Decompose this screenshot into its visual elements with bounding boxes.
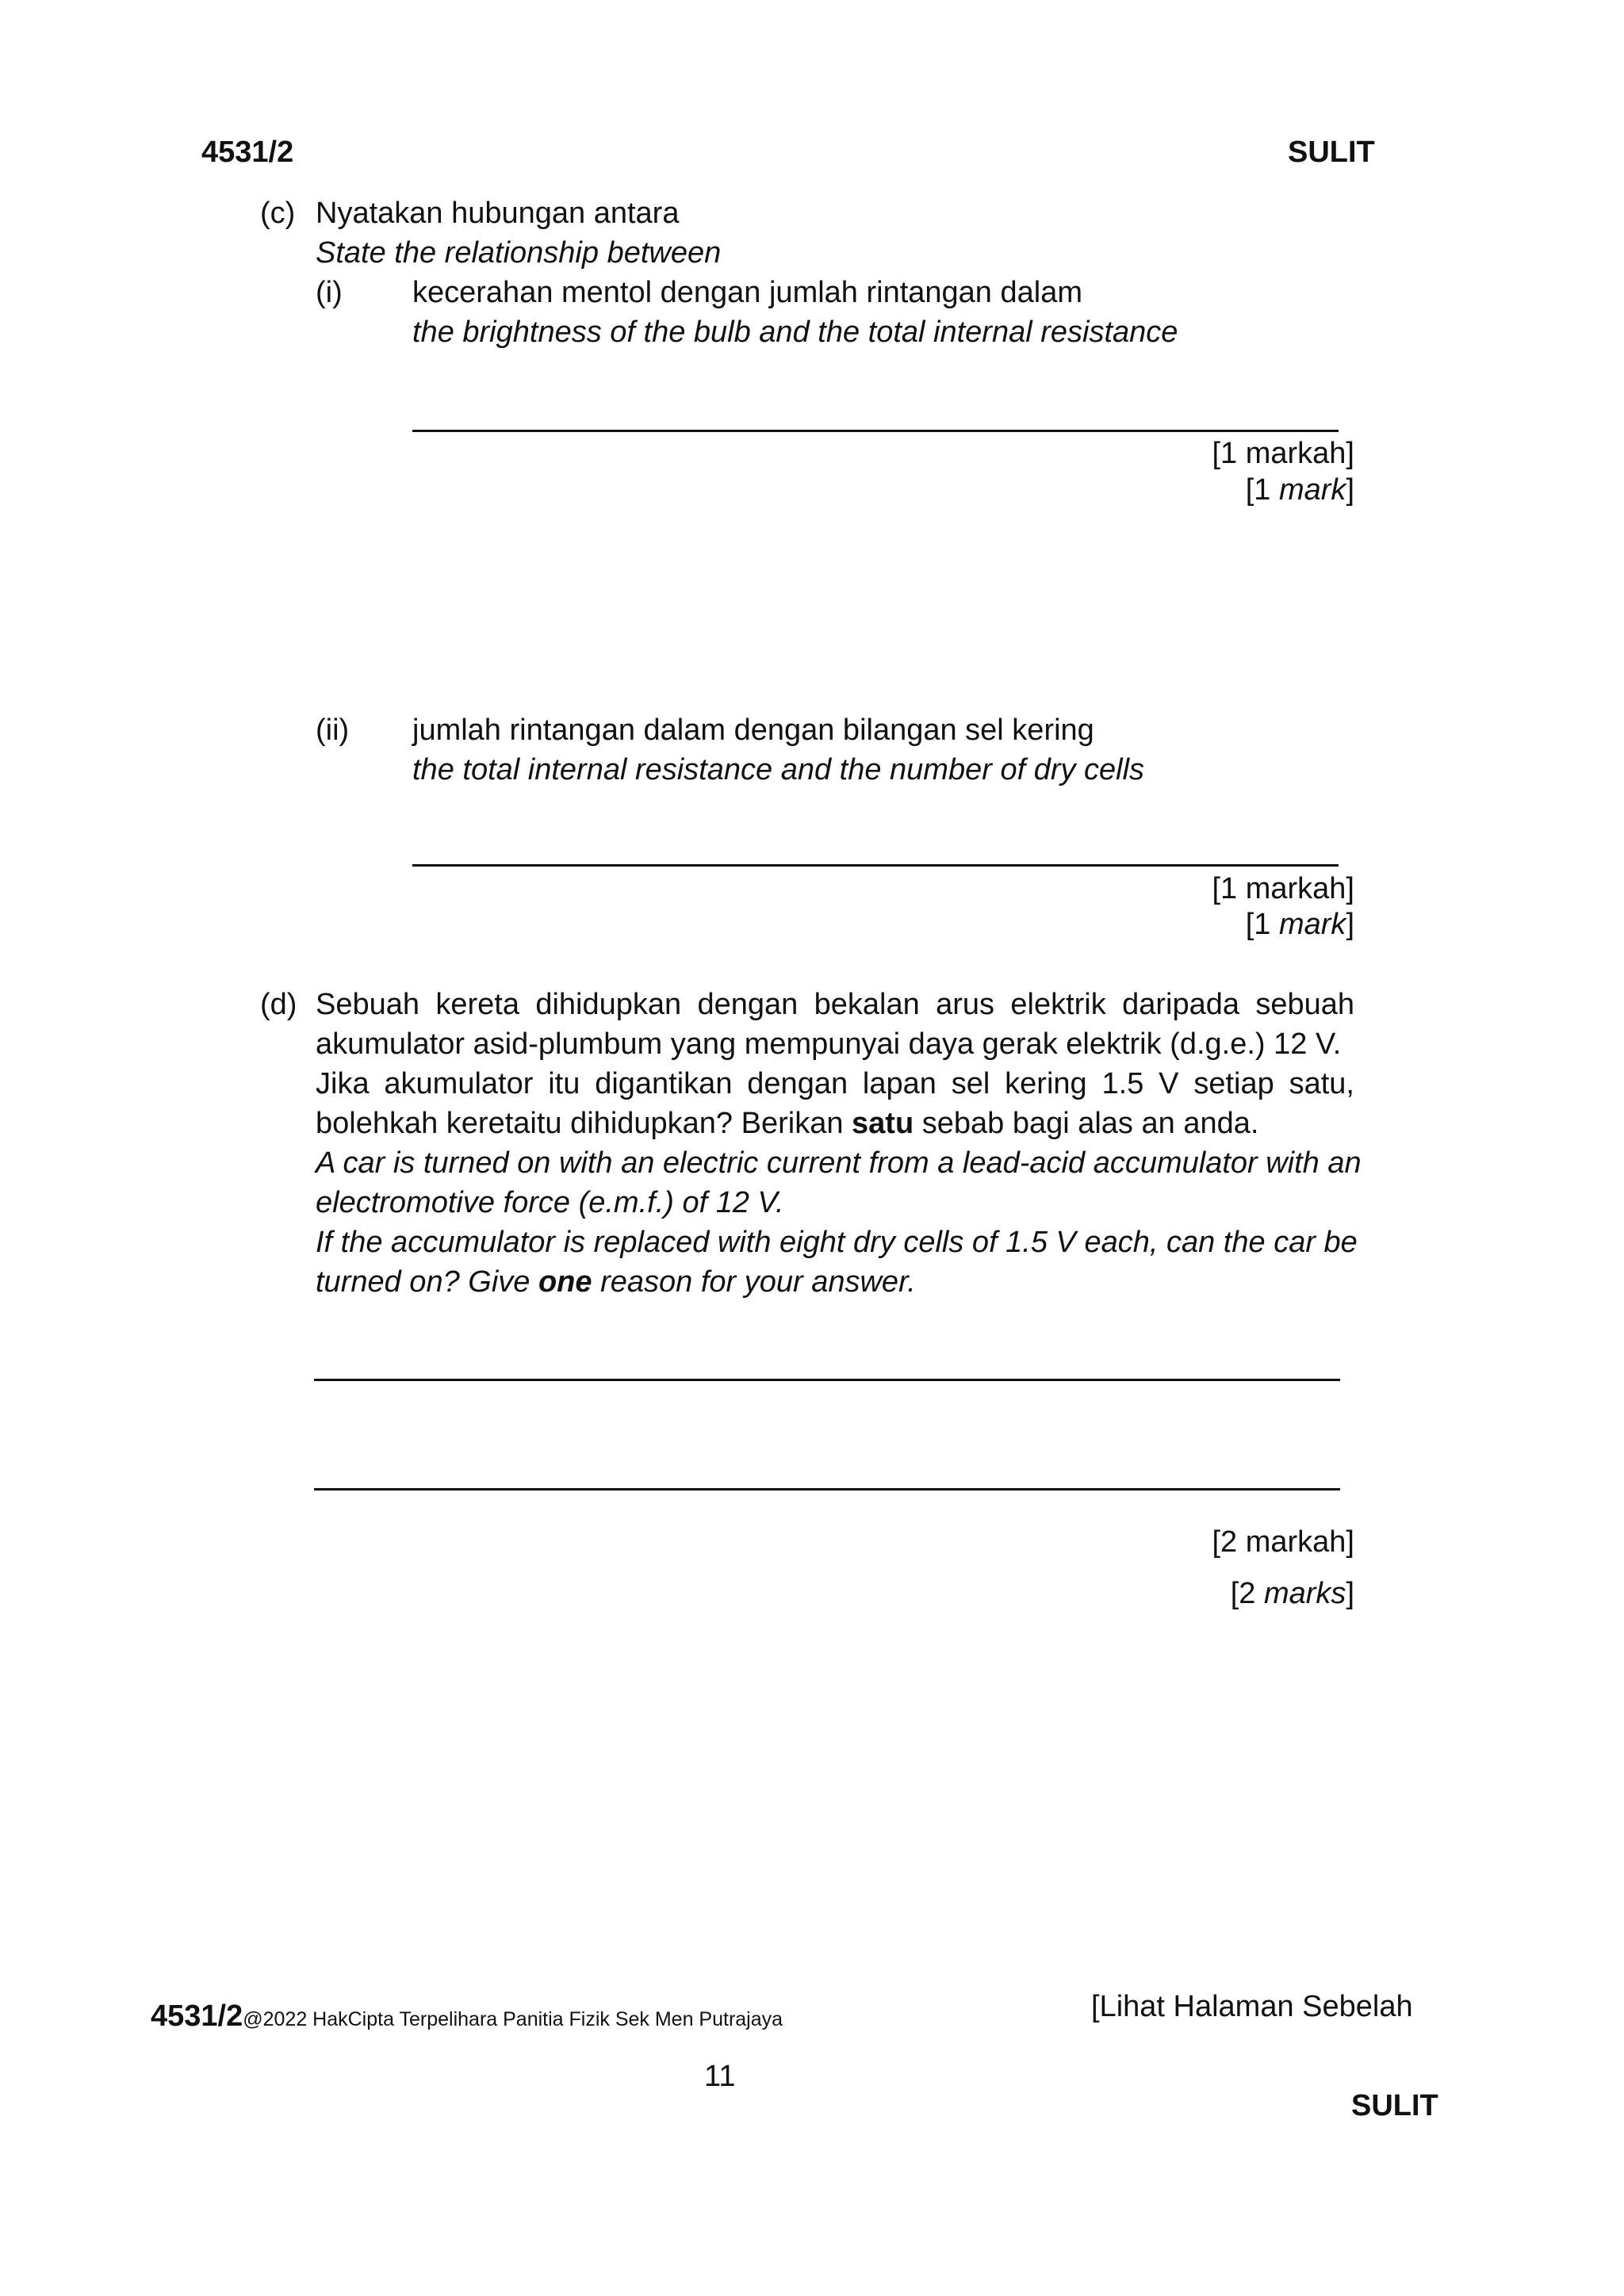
part-d-en-line-1: A car is turned on with an electric current from a lead-acid accumulator with an bbox=[316, 1146, 1362, 1180]
footer-paper-code: 4531/2 bbox=[151, 1999, 243, 2033]
part-d-en-line-2: electromotive force (e.m.f.) of 12 V. bbox=[316, 1186, 784, 1219]
part-c-ii-text-en: the total internal resistance and the number of dry cells bbox=[412, 753, 1145, 786]
answer-line-d-1[interactable] bbox=[314, 1379, 1340, 1381]
footer-classification: SULIT bbox=[1351, 2089, 1438, 2122]
part-d-marks-ms: [2 markah] bbox=[1212, 1525, 1354, 1559]
part-d-ms-line-1: Sebuah kereta dihidupkan dengan bekalan arus elektrik daripada sebuah bbox=[316, 988, 1354, 1021]
header-paper-code: 4531/2 bbox=[201, 136, 294, 169]
header-classification: SULIT bbox=[1288, 136, 1375, 169]
part-c-ii-label: (ii) bbox=[316, 714, 350, 747]
part-c-i-text-en: the brightness of the bulb and the total internal resistance bbox=[412, 316, 1178, 349]
part-c-stem-ms: Nyatakan hubungan antara bbox=[316, 197, 680, 230]
footer-copyright: @2022 HakCipta Terpelihara Panitia Fizik Sek Men Putrajaya bbox=[243, 2008, 783, 2030]
part-c-ii-marks-ms: [1 markah] bbox=[1212, 872, 1354, 905]
answer-line-d-2[interactable] bbox=[314, 1488, 1340, 1490]
part-c-stem-en: State the relationship between bbox=[316, 236, 722, 270]
part-d-ms-line-2: akumulator asid-plumbum yang mempunyai daya gerak elektrik (d.g.e.) 12 V. bbox=[316, 1027, 1342, 1061]
part-c-i-marks-en: [1 mark] bbox=[1245, 473, 1354, 507]
part-d-ms-line-4: bolehkah keretaitu dihidupkan? Berikan satu sebab bagi alas an anda. bbox=[316, 1107, 1259, 1140]
part-d-en-line-3: If the accumulator is replaced with eight dry cells of 1.5 V each, can the car be bbox=[316, 1226, 1358, 1259]
footer-copyright-line bbox=[151, 1997, 783, 2036]
part-d-ms-line-3: Jika akumulator itu digantikan dengan lapan sel kering 1.5 V setiap satu, bbox=[316, 1067, 1354, 1100]
part-d-label: (d) bbox=[260, 988, 297, 1021]
answer-line-c-ii[interactable] bbox=[412, 864, 1339, 867]
part-c-i-text-ms: kecerahan mentol dengan jumlah rintangan dalam bbox=[412, 276, 1082, 309]
part-c-ii-text-ms: jumlah rintangan dalam dengan bilangan sel kering bbox=[412, 714, 1094, 747]
part-c-ii-marks-en: [1 mark] bbox=[1245, 908, 1354, 941]
part-c-label: (c) bbox=[260, 197, 296, 230]
part-d-marks-en: [2 marks] bbox=[1230, 1577, 1354, 1610]
footer-next-page: [Lihat Halaman Sebelah bbox=[1091, 1990, 1413, 2023]
part-c-i-label: (i) bbox=[316, 276, 343, 309]
part-c-i-marks-ms: [1 markah] bbox=[1212, 437, 1354, 470]
answer-line-c-i[interactable] bbox=[412, 430, 1339, 432]
page-number: 11 bbox=[704, 2060, 736, 2093]
part-d-en-line-4: turned on? Give one reason for your answer. bbox=[316, 1265, 916, 1299]
